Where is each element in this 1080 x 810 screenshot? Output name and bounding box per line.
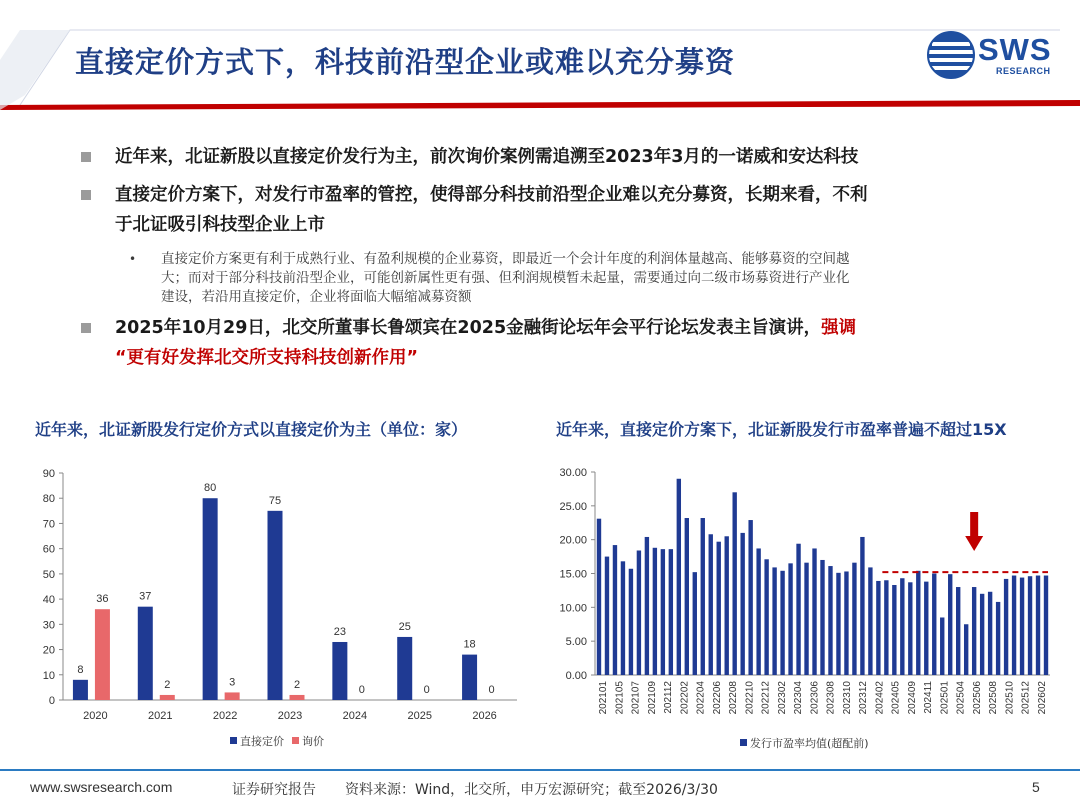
- pe-bar: [844, 571, 848, 675]
- bar-direct: [73, 680, 88, 700]
- x-tick-label: 202206: [711, 681, 723, 715]
- pe-bar: [940, 617, 944, 675]
- pricing-method-bar-chart: [25, 455, 525, 755]
- x-tick-label: 202411: [923, 681, 935, 714]
- data-label: 2: [164, 678, 171, 691]
- x-tick-label: 202204: [695, 681, 707, 715]
- sws-globe-icon: [926, 30, 976, 80]
- x-tick-label: 202409: [906, 681, 918, 715]
- x-tick-label: 202310: [841, 681, 853, 715]
- x-tick-label: 202112: [663, 681, 675, 714]
- pe-bar: [964, 624, 968, 675]
- pe-bar: [685, 518, 689, 675]
- pe-bar: [916, 571, 920, 675]
- pe-bar: [980, 594, 984, 675]
- legend-label: 直接定价: [240, 735, 284, 748]
- pe-bar: [621, 561, 625, 675]
- bullet-item-1: [75, 142, 1035, 172]
- bar-direct: [397, 637, 412, 700]
- data-label: 0: [423, 684, 430, 696]
- pe-bar: [988, 592, 992, 675]
- y-tick-label: 0: [48, 695, 55, 707]
- data-label: 36: [96, 593, 109, 606]
- pe-bar: [812, 548, 816, 675]
- x-tick-label: 202212: [760, 681, 772, 715]
- x-tick-label: 202302: [776, 681, 788, 715]
- legend-swatch: [230, 737, 237, 744]
- pe-bar: [597, 519, 601, 675]
- bar-direct: [138, 607, 153, 700]
- pe-ratio-bar-chart: [545, 455, 1070, 755]
- x-tick-label: 2024: [342, 710, 368, 722]
- pe-bar: [948, 574, 952, 675]
- pe-bar: [1012, 576, 1016, 675]
- pe-bar: [605, 557, 609, 675]
- pe-bar: [756, 548, 760, 675]
- legend-label: 发行市盈率均值(超配前): [750, 737, 869, 750]
- legend-swatch: [740, 739, 747, 746]
- x-tick-label: 202304: [793, 681, 805, 715]
- x-tick-label: 2026: [472, 710, 497, 722]
- pe-bar: [613, 545, 617, 675]
- data-label: 18: [463, 638, 476, 651]
- pe-bar: [804, 563, 808, 675]
- footer-divider: [0, 769, 1080, 771]
- bar-inquiry: [160, 695, 175, 700]
- bar-direct: [332, 642, 347, 700]
- sub-bullet-line2: 大；而对于部分科技前沿型企业，可能创新属性更有强、但利润规模暂未起量，需要通过向二级市场募资进行产业化: [161, 270, 850, 286]
- x-tick-label: 202501: [939, 681, 951, 715]
- logo-wordmark: SWS: [978, 32, 1052, 67]
- y-tick-label: 50: [42, 568, 55, 581]
- x-tick-label: 202202: [679, 681, 691, 715]
- bar-inquiry: [225, 692, 240, 700]
- data-label: 23: [333, 625, 346, 638]
- pe-bar: [1020, 578, 1024, 675]
- y-tick-label: 20.00: [559, 534, 587, 547]
- dot-bullet-icon: •: [129, 252, 137, 266]
- bullet-quote: “更有好发挥北交所支持科技创新作用”: [115, 348, 419, 368]
- pe-bar: [932, 574, 936, 676]
- pe-bar: [884, 580, 888, 675]
- pe-bar: [852, 563, 856, 675]
- pe-bar: [772, 567, 776, 675]
- pe-bar: [1028, 576, 1032, 675]
- pe-bar: [1036, 576, 1040, 675]
- pe-bar: [764, 559, 768, 675]
- pe-bar: [996, 602, 1000, 675]
- y-tick-label: 30: [42, 619, 55, 632]
- x-tick-label: 202308: [825, 681, 837, 715]
- pe-bar: [740, 533, 744, 675]
- x-tick-label: 202210: [744, 681, 756, 715]
- x-tick-label: 202101: [598, 681, 610, 715]
- sws-logo: [926, 30, 1061, 80]
- x-tick-label: 2021: [148, 710, 173, 722]
- y-tick-label: 25.00: [559, 500, 587, 513]
- pe-bar: [796, 544, 800, 675]
- bullet-item-2: [75, 180, 1035, 240]
- pe-bar: [828, 566, 832, 675]
- x-tick-label: 202512: [1020, 681, 1032, 715]
- bullet-text: 2025年10月29日，北交所董事长鲁颂宾在2025金融街论坛年会平行论坛发表主旨演讲，: [115, 318, 822, 338]
- pe-bar: [788, 563, 792, 675]
- bar-direct: [203, 498, 218, 700]
- pe-bar: [860, 537, 864, 675]
- pe-bar: [732, 492, 736, 675]
- x-tick-label: 202506: [971, 681, 983, 715]
- x-tick-label: 2020: [83, 710, 108, 722]
- y-tick-label: 5.00: [565, 636, 587, 649]
- pe-bar: [709, 534, 713, 675]
- bullet-emphasis: 强调: [821, 318, 857, 338]
- pe-bar: [748, 520, 752, 675]
- x-tick-label: 202504: [955, 681, 967, 715]
- pe-bar: [693, 572, 697, 675]
- x-tick-label: 202107: [630, 681, 642, 715]
- x-tick-label: 202510: [1004, 681, 1016, 715]
- pe-bar: [669, 549, 673, 675]
- x-tick-label: 202306: [809, 681, 821, 715]
- x-tick-label: 202402: [874, 681, 886, 715]
- bar-direct: [462, 655, 477, 700]
- bar-inquiry: [290, 695, 305, 700]
- data-label: 37: [139, 590, 152, 603]
- bar-inquiry: [95, 609, 110, 700]
- data-label: 0: [488, 684, 495, 696]
- pe-bar: [924, 582, 928, 675]
- data-label: 3: [229, 676, 236, 689]
- y-tick-label: 10: [42, 669, 55, 682]
- pe-bar: [876, 581, 880, 675]
- x-tick-label: 2022: [212, 710, 238, 722]
- data-label: 25: [398, 620, 411, 633]
- data-label: 8: [77, 663, 84, 676]
- y-tick-label: 80: [42, 493, 55, 506]
- bullet-text: 近年来，北证新股以直接定价发行为主，前次询价案例需追溯至2023年3月的一诺威和安达科技: [115, 147, 859, 167]
- title-bar: [0, 0, 1080, 112]
- pe-bar: [836, 573, 840, 675]
- pe-bar: [645, 537, 649, 675]
- square-bullet-icon: [81, 190, 91, 200]
- page-number: 5: [1032, 779, 1040, 795]
- y-tick-label: 0.00: [565, 670, 587, 682]
- sub-bullet-line3: 建设，若沿用直接定价，企业将面临大幅缩减募资额: [161, 289, 472, 305]
- pe-bar: [637, 550, 641, 675]
- square-bullet-icon: [81, 152, 91, 162]
- pe-bar: [677, 479, 681, 675]
- pe-bar: [908, 582, 912, 675]
- pe-bar: [653, 548, 657, 675]
- footer-label: 证券研究报告: [232, 782, 316, 798]
- y-tick-label: 10.00: [559, 602, 587, 615]
- x-tick-label: 2023: [277, 710, 303, 722]
- x-tick-label: 202208: [728, 681, 740, 715]
- y-tick-label: 40: [42, 594, 55, 607]
- square-bullet-icon: [81, 323, 91, 333]
- pe-bar: [820, 560, 824, 675]
- pe-bar: [900, 578, 904, 675]
- pe-bar: [956, 587, 960, 675]
- pe-bar: [892, 585, 896, 675]
- x-tick-label: 202109: [646, 681, 658, 715]
- x-tick-label: 2025: [407, 710, 432, 722]
- x-tick-label: 202405: [890, 681, 902, 715]
- y-tick-label: 20: [42, 644, 55, 657]
- y-tick-label: 15.00: [559, 568, 587, 581]
- y-tick-label: 30.00: [559, 467, 587, 479]
- pe-bar: [1004, 579, 1008, 675]
- legend-swatch: [292, 737, 299, 744]
- x-tick-label: 202508: [988, 681, 1000, 715]
- pe-bar: [701, 518, 705, 675]
- data-label: 75: [268, 494, 282, 507]
- down-arrow-shaft: [970, 512, 978, 536]
- page-title: 直接定价方式下，科技前沿型企业或难以充分募资: [75, 45, 736, 79]
- pe-bar: [629, 569, 633, 675]
- pe-bar: [1044, 576, 1048, 675]
- pe-bar: [868, 567, 872, 675]
- x-tick-label: 202312: [858, 681, 870, 715]
- pe-bar: [972, 587, 976, 675]
- x-tick-label: 202602: [1036, 681, 1048, 715]
- pe-bar: [725, 536, 729, 675]
- y-tick-label: 90: [42, 468, 55, 480]
- footer-source: 资料来源：Wind，北交所，申万宏源研究；截至2026/3/30: [345, 782, 718, 798]
- sub-bullet-line1: 直接定价方案更有利于成熟行业、有盈利规模的企业募资，即最近一个会计年度的利润体量越高、能够募资的空间越: [161, 251, 850, 267]
- data-label: 80: [204, 482, 217, 495]
- x-tick-label: 202105: [614, 681, 626, 715]
- bullet-text-line2: 于北证吸引科技型企业上市: [115, 215, 325, 235]
- y-tick-label: 60: [42, 543, 55, 556]
- y-tick-label: 70: [42, 518, 55, 531]
- data-label: 2: [293, 678, 301, 691]
- sub-bullet-item: [75, 250, 1035, 307]
- pe-bar: [661, 549, 665, 675]
- down-arrow-icon: [965, 536, 983, 551]
- bullet-list: [75, 142, 1035, 373]
- chart2-title: 近年来，直接定价方案下，北证新股发行市盈率普遍不超过15X: [556, 420, 1007, 439]
- chart1-title: 近年来，北证新股发行定价方式以直接定价为主（单位：家）: [35, 420, 468, 439]
- logo-subtext: RESEARCH: [996, 66, 1051, 76]
- pe-bar: [780, 571, 784, 675]
- bar-direct: [268, 511, 283, 700]
- bullet-text-line1: 直接定价方案下，对发行市盈率的管控，使得部分科技前沿型企业难以充分募资，长期来看，不利: [115, 185, 868, 205]
- data-label: 0: [358, 684, 365, 696]
- bullet-item-3: [75, 313, 1035, 373]
- footer-website: www.swsresearch.com: [30, 779, 173, 795]
- pe-bar: [717, 542, 721, 675]
- legend-label: 询价: [302, 735, 324, 748]
